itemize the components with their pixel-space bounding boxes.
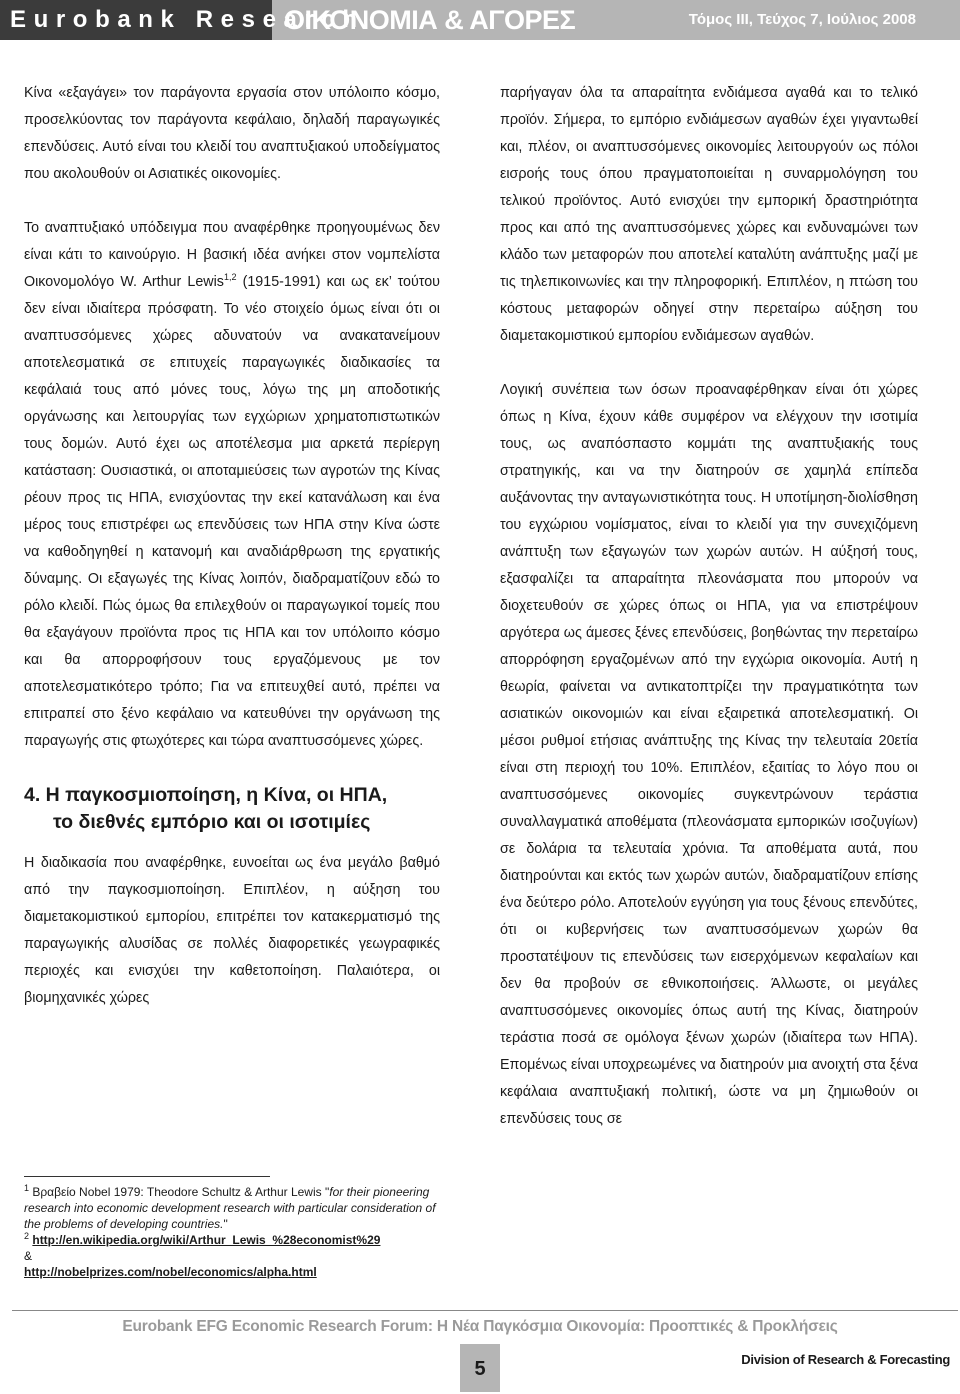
publication-title: ΟΙΚΟΝΟΜΙΑ & ΑΓΟΡΕΣ — [284, 5, 576, 35]
left-paragraph-1: Κίνα «εξαγάγει» τον παράγοντα εργασία στον υπόλοιπο κόσμο, προσελκύοντας τον παράγοντα κεφάλαιο, δηλαδή παραγωγικές επενδύσεις. Αυτό είναι του κλειδί του αναπτυξιακού υποδείγματος που ακολουθούν οι Ασιατικές οικονομίες. — [24, 85, 440, 182]
footnote-1-quote: for their pioneering research into economic development research with particular consideration of the problems of developing countries. — [24, 1185, 436, 1231]
footnote-1 — [24, 1184, 444, 1232]
section-title-line-2: το διεθνές εμπόριο και οι ισοτιμίες — [53, 811, 371, 833]
forum-title: Eurobank EFG Economic Research Forum: Η Νέα Παγκόσμια Οικονομία: Προοπτικές & Προκλήσεις — [122, 1318, 838, 1335]
section-title — [24, 782, 440, 836]
left-paragraph-2-b: (1915-1991) και ως εκ’ τούτου δεν είναι ιδιαίτερα πρόσφατη. Το νέο στοιχείο όμως είναι ότι οι αναπτυσσόμενες χώρες αδυνατούν να ανακατανείμουν αποτελεσματικά σε επιτυχείς παραγωγικές διαδικασίες τα κεφάλαιά τους από μόνες τους, λόγω της μη αποδοτικής οργάνωσης και λειτουργίας των εγχώριων χρηματοπιστωτικών τους δομών. Αυτό έχει ως αποτέλεσμα μια αρκετά περίεργη κατάσταση: Ουσιαστικά, οι αποταμιεύσεις των αγροτών της Κίνας ρέουν προς τις ΗΠΑ, ενισχύοντας την εκεί κατανάλωση και ένα μέρος τους επιστρέφει ως επενδύσεις των ΗΠΑ στην Κίνα ώστε να καθοδηγηθεί η κατανομή και αναδιάρθρωση της εργατικής δύναμης. Οι εξαγωγές της Κίνας λοιπόν, διαδραματίζουν εδώ το ρόλο κλειδί. Πώς όμως θα επιλεχθούν οι παραγωγικοί τομείς που θα εξαγάγουν προϊόντα προς τις ΗΠΑ και τον υπόλοιπο κόσμο και θα απορροφήσουν τους εργαζόμενους με τον αποτελεσματικότερο τρόπο; Για να επιτευχθεί αυτό, πρέπει να επιτραπεί στο ξένο κεφάλαιο να κατευθύνει την οργάνωση της παραγωγής στις φτωχότερες και τώρα αναπτυσσόμενες χώρες. — [24, 274, 441, 749]
brand-logo: Eurobank Research — [0, 0, 272, 40]
division-label: Division of Research & Forecasting — [741, 1352, 950, 1367]
footnote-divider — [24, 1176, 270, 1177]
page-number: 5 — [460, 1344, 500, 1392]
footnote-ref: 1,2 — [223, 272, 237, 283]
wikipedia-link[interactable]: http://en.wikipedia.org/wiki/Arthur_Lewis_%28economist%29 — [32, 1233, 381, 1247]
footnote-2 — [24, 1232, 444, 1248]
section-title-line-1: 4. Η παγκοσμιοποίηση, η Κίνα, οι ΗΠΑ, — [24, 784, 388, 806]
footnotes — [24, 1184, 444, 1280]
footnote-1-end: " — [223, 1217, 228, 1231]
issue-info: Τόμος III, Τεύχος 7, Ιούλιος 2008 — [688, 11, 916, 28]
right-paragraph-1: παρήγαγαν όλα τα απαραίτητα ενδιάμεσα αγαθά και το τελικό προϊόν. Σήμερα, το εμπόριο ενδιάμεσων αγαθών έχει γιγαντωθεί και, πλέον, οι αναπτυσσόμενες οικονομίες λειτουργούν ως πόλοι εισροής τους όπου πραγματοποιείται η συναρμολόγηση του τελικού προϊόντος. Αυτό ενισχύει την εμπορική δραστηριότητα προς και από της αναπτυσσόμενες χώρες και ενδυναμώνει των κλάδο των μεταφορών που αποτελεί καταλύτη ανάπτυξης μαζί με τις τηλεπικοινωνίες και την πληροφορική. Επιπλέον, η πτώση του κόστους μεταφορών οδηγεί στην περεταίρω αύξηση του διαμετακομιστικού εμπορίου ενδιάμεσων αγαθών. — [500, 85, 918, 344]
left-paragraph-2 — [24, 215, 440, 755]
left-paragraph-2-a: Το αναπτυξιακό υπόδειγμα που αναφέρθηκε προηγουμένως δεν είναι κάτι το καινούργιο. Η βασική ιδέα ανήκει στον νομπελίστα Οικονομολόγο W. Arthur Lewis — [24, 220, 440, 290]
left-paragraph-3: Η διαδικασία που αναφέρθηκε, ευνοείται ως ένα μεγάλο βαθμό από την παγκοσμιοποίηση. Επιπλέον, η αύξηση του διαμετακομιστικού εμπορίου, επιτρέπει τον κατακερματισμό της παραγωγικής αλυσίδας σε πολλές διαφορετικές γεωγραφικές περιοχές και ενισχύει την καθετοποίηση. Παλαιότερα, οι βιομηχανικές χώρες — [24, 855, 440, 1006]
right-column — [500, 80, 918, 1133]
footer-divider — [12, 1310, 958, 1311]
footnote-1-text: Βραβείο Nobel 1979: Theodore Schultz & Arthur Lewis " — [29, 1185, 330, 1199]
right-paragraph-2: Λογική συνέπεια των όσων προαναφέρθηκαν είναι ότι χώρες όπως η Κίνα, έχουν κάθε συμφέρον να ελέγχουν την ισοτιμία τους, ως αναπόσπαστο κομμάτι της αναπτυξιακής τους στρατηγικής, και να την διατηρούν σε χαμηλά επίπεδα αυξάνοντας την ανταγωνιστικότητα τους. Η υποτίμηση-διολίσθηση του εγχώριου νομίσματος, είναι το κλειδί για την συνεχιζόμενη ανάπτυξη των εξαγωγών των χωρών αυτών. Η αύξησή τους, εξασφαλίζει τα απαραίτητα πλεονάσματα που μπορούν να διοχετευθούν σε χώρες όπως οι ΗΠΑ, για να επιστρέψουν αργότερα ως άμεσες ξένες επενδύσεις, βοηθώντας την περεταίρω απορρόφηση εργαζομένων από την εγχώρια οικονομία. Αυτή η θεωρία, φαίνεται να αντικατοπτρίζει την πραγματικότητα των ασιατικών οικονομιών και είναι εξαιρετικά αποτελεσματική. Οι μέσοι ρυθμοί ετήσιας ανάπτυξης της Κίνας την τελευταία 20ετία είναι στη περιοχή του 10%. Επιπλέον, εξαιτίας το λόγο που οι αναπτυσσόμενες οικονομίες συγκεντρώνουν τεράστια συναλλαγματικά αποθέματα (πλεονάσματα εμπορικών ισοζυγίων) σε δολάρια τα τελευταία χρόνια. Τα αποθέματα αυτά, που διατηρούνται και εκτός των χωρών αυτών, διαδραματίζουν επίσης ένα δεύτερο ρόλο. Αποτελούν εγγύηση για τους ξένους επενδύτες, ότι οι κυβερνήσεις των αναπτυσσόμενων χωρών θα προστατέψουν τις επενδύσεις των εισερχόμενων κεφαλαίων και δεν θα προβούν σε εθνικοποιήσεις. Άλλωστε, οι μεγάλες αναπτυσσόμενες οικονομίες όπως αυτή της Κίνας, διατηρούν τεράστια ποσά σε ομόλογα ξένων χωρών (ιδιαίτερα των ΗΠΑ). Επομένως είναι υποχρεωμένες να διατηρούν μια ανοιχτή στα ξένα κεφάλαια αναπτυξιακή πολιτική, ώστε να μη ζημιωθούν οι επενδύσεις τους σε — [500, 382, 918, 1127]
footnote-2-amp: & — [24, 1249, 33, 1263]
page-header — [0, 0, 960, 40]
footnote-2-number: 2 — [24, 1231, 30, 1241]
footnote-1-number: 1 — [24, 1183, 30, 1193]
left-column — [24, 80, 440, 1012]
nobelprizes-link[interactable]: http://nobelprizes.com/nobel/economics/alpha.html — [24, 1265, 317, 1279]
